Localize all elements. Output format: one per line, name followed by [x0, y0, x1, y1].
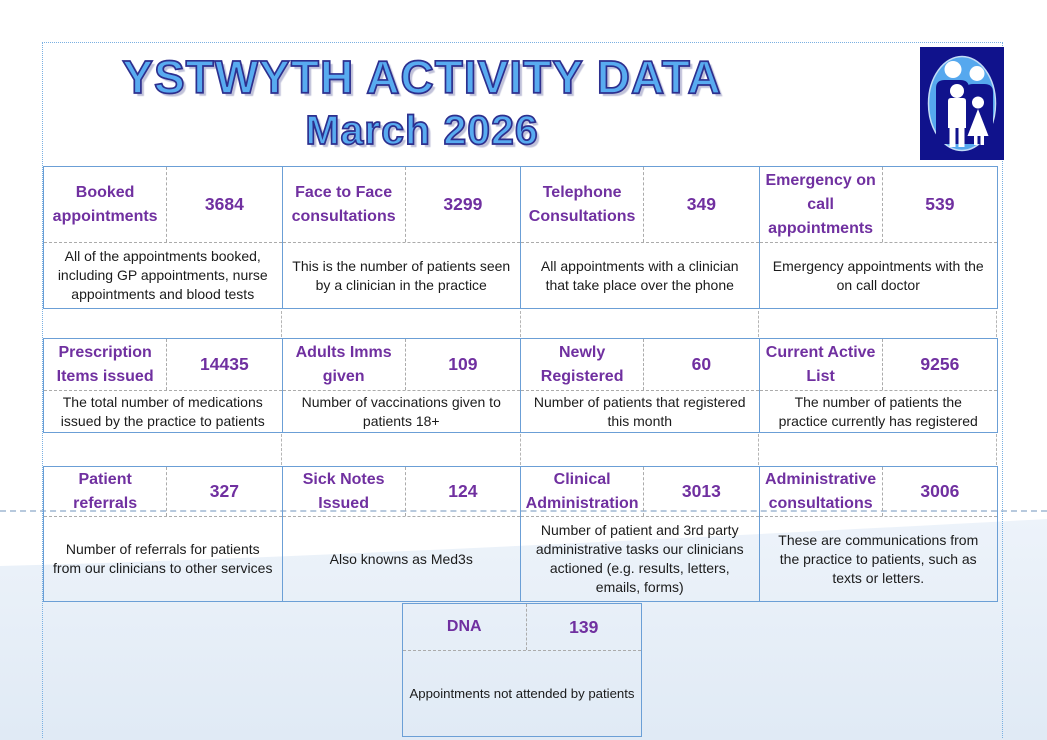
metric-label: Booked appointments — [52, 183, 158, 225]
card-dna — [402, 603, 642, 737]
metric-value: 327 — [166, 467, 281, 516]
metric-label: Emergency on call appointments — [765, 171, 876, 237]
metric-description: All of the appointments booked, including GP appointments, nurse appointments and blood tests — [44, 242, 282, 308]
metric-description: Also knowns as Med3s — [283, 516, 521, 601]
metric-label: Adults Imms given — [295, 343, 392, 385]
metric-value: 3299 — [405, 167, 520, 242]
card-clinical-administration — [521, 466, 760, 602]
metric-value: 139 — [526, 604, 642, 650]
metric-value: 124 — [405, 467, 520, 516]
metrics-row-3 — [43, 466, 998, 602]
spacer-gridline — [758, 311, 759, 337]
card-adults-imms-given — [283, 338, 522, 433]
metric-value: 3013 — [643, 467, 758, 516]
spacer-gridline — [758, 434, 759, 465]
spacer-gridline — [520, 434, 521, 465]
metric-description: Number of vaccinations given to patients 18+ — [283, 390, 521, 432]
card-sick-notes-issued — [283, 466, 522, 602]
metrics-row-2 — [43, 338, 998, 433]
spacer-gridline — [996, 311, 997, 337]
metric-label: DNA — [446, 618, 482, 635]
metric-description: The total number of medications issued by the practice to patients — [44, 390, 282, 432]
metric-value: 14435 — [166, 339, 281, 390]
metric-value: 60 — [643, 339, 758, 390]
title-line-2: March 2026 — [305, 107, 539, 153]
metric-description: The number of patients the practice currently has registered — [760, 390, 998, 432]
card-booked-appointments — [43, 166, 283, 309]
metric-description: All appointments with a clinician that take place over the phone — [521, 242, 759, 308]
metric-label: Current Active List — [765, 343, 876, 385]
spacer-gridline — [281, 434, 282, 465]
metric-value: 349 — [643, 167, 758, 242]
metric-label: Face to Face consultations — [291, 183, 396, 225]
card-emergency-on-call-appointments — [760, 166, 999, 309]
metric-value: 539 — [882, 167, 997, 242]
metric-description: Number of patients that registered this month — [521, 390, 759, 432]
metric-label: Clinical Administration — [525, 470, 639, 512]
card-patient-referrals — [43, 466, 283, 602]
page-title — [42, 50, 802, 156]
metric-description: Number of referrals for patients from our clinicians to other services — [44, 516, 282, 601]
metric-label: Administrative consultations — [765, 470, 877, 512]
card-prescription-items-issued — [43, 338, 283, 433]
metric-label: Telephone Consultations — [528, 183, 636, 225]
metric-label: Sick Notes Issued — [302, 470, 385, 512]
metric-value: 9256 — [882, 339, 997, 390]
metric-description: Number of patient and 3rd party administrative tasks our clinicians actioned (e.g. results, letters, emails, forms) — [521, 516, 759, 601]
card-face-to-face-consultations — [283, 166, 522, 309]
metric-value: 3006 — [882, 467, 997, 516]
metric-label: Prescription Items issued — [56, 343, 154, 385]
spacer-gridline — [996, 434, 997, 465]
title-line-1: YSTWYTH ACTIVITY DATA — [122, 51, 722, 103]
family-figures-logo-icon — [920, 44, 1004, 163]
metric-description: Emergency appointments with the on call doctor — [760, 242, 998, 308]
metric-value: 3684 — [166, 167, 281, 242]
card-administrative-consultations — [760, 466, 999, 602]
card-newly-registered — [521, 338, 760, 433]
metric-description: Appointments not attended by patients — [403, 650, 641, 736]
spacer-gridline — [520, 311, 521, 337]
spacer-gridline — [281, 311, 282, 337]
metric-value: 109 — [405, 339, 520, 390]
card-telephone-consultations — [521, 166, 760, 309]
metric-label: Newly Registered — [540, 343, 624, 385]
metrics-row-1 — [43, 166, 998, 309]
metric-label: Patient referrals — [73, 470, 138, 512]
metric-description: This is the number of patients seen by a clinician in the practice — [283, 242, 521, 308]
metric-description: These are communications from the practice to patients, such as texts or letters. — [760, 516, 998, 601]
card-current-active-list — [760, 338, 999, 433]
